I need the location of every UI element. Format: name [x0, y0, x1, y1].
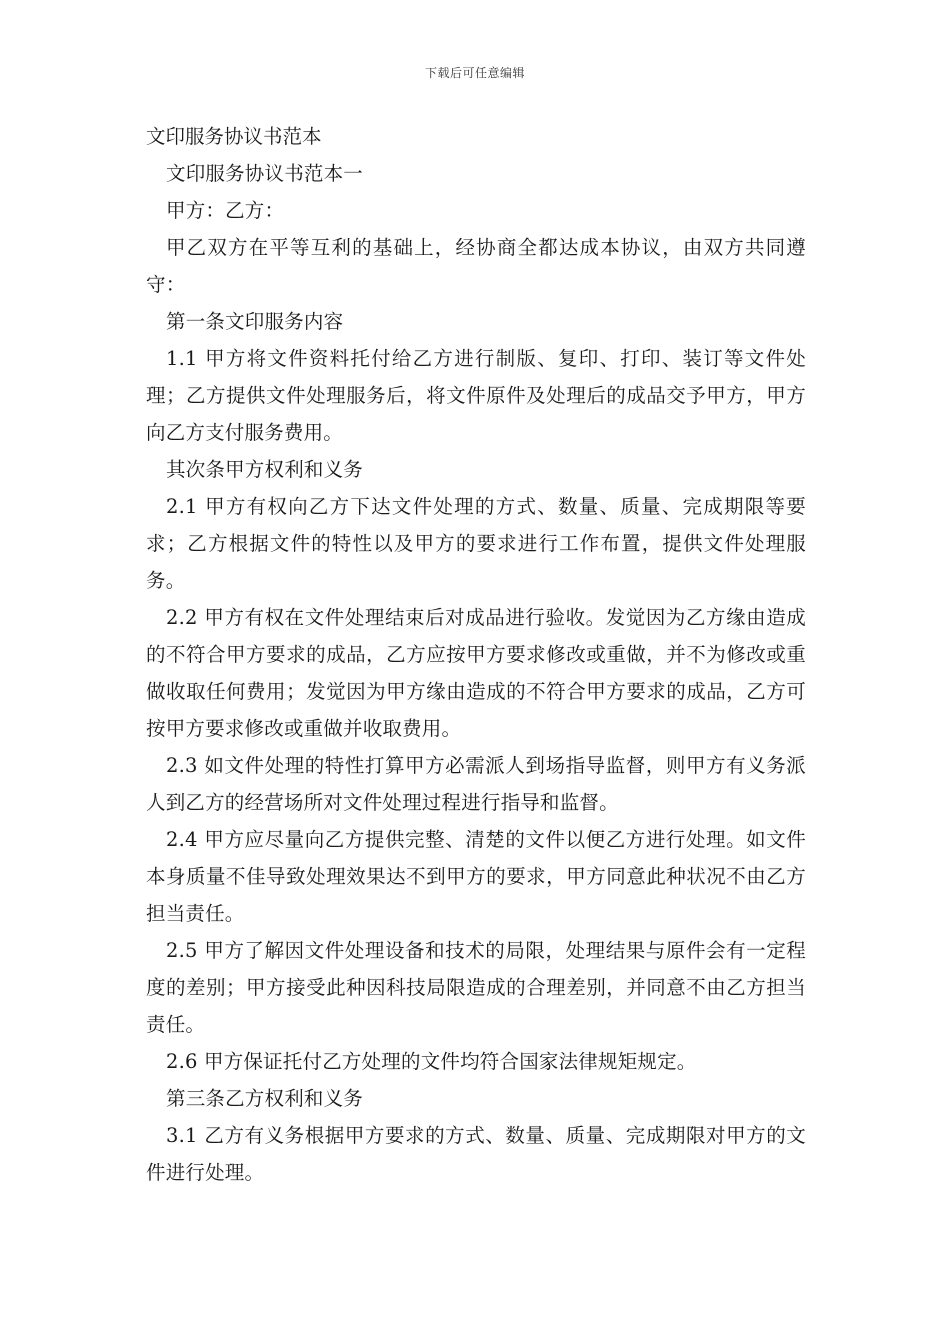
- paragraph: 3.1 乙方有义务根据甲方要求的方式、数量、质量、完成期限对甲方的文件进行处理。: [146, 1124, 806, 1184]
- paragraph: 2.1 甲方有权向乙方下达文件处理的方式、数量、质量、完成期限等要求；乙方根据文件的特性以及甲方的要求进行工作布置，提供文件处理服务。: [146, 495, 806, 592]
- paragraph: 2.6 甲方保证托付乙方处理的文件均符合国家法律规矩规定。: [166, 1050, 697, 1073]
- paragraph: 2.4 甲方应尽量向乙方提供完整、清楚的文件以便乙方进行处理。如文件本身质量不佳导致处理效果达不到甲方的要求，甲方同意此种状况不由乙方担当责任。: [146, 828, 806, 925]
- paragraph: 2.3 如文件处理的特性打算甲方必需派人到场指导监督，则甲方有义务派人到乙方的经营场所对文件处理过程进行指导和监督。: [146, 754, 806, 814]
- section-heading: 其次条甲方权利和义务: [166, 458, 364, 481]
- document-body: [146, 118, 806, 1191]
- page-header-note: 下载后可任意编辑: [424, 66, 525, 80]
- section-heading: 第一条文印服务内容: [166, 310, 344, 333]
- document-title: 文印服务协议书范本: [146, 125, 322, 148]
- paragraph: 2.2 甲方有权在文件处理结束后对成品进行验收。发觉因为乙方缘由造成的不符合甲方要求的成品，乙方应按甲方要求修改或重做，并不为修改或重做收取任何费用；发觉因为甲方缘由造成的不符合甲方要求的成品，乙方可按甲方要求修改或重做并收取费用。: [146, 606, 806, 740]
- paragraph: 甲方：乙方：: [166, 199, 285, 222]
- paragraph: 1.1 甲方将文件资料托付给乙方进行制版、复印、打印、装订等文件处理；乙方提供文件处理服务后，将文件原件及处理后的成品交予甲方，甲方向乙方支付服务费用。: [146, 347, 806, 444]
- paragraph: 2.5 甲方了解因文件处理设备和技术的局限，处理结果与原件会有一定程度的差别；甲方接受此种因科技局限造成的合理差别，并同意不由乙方担当责任。: [146, 939, 806, 1036]
- paragraph: 文印服务协议书范本一: [166, 162, 364, 185]
- paragraph: 甲乙双方在平等互利的基础上，经协商全都达成本协议，由双方共同遵守：: [146, 236, 806, 296]
- section-heading: 第三条乙方权利和义务: [166, 1087, 364, 1110]
